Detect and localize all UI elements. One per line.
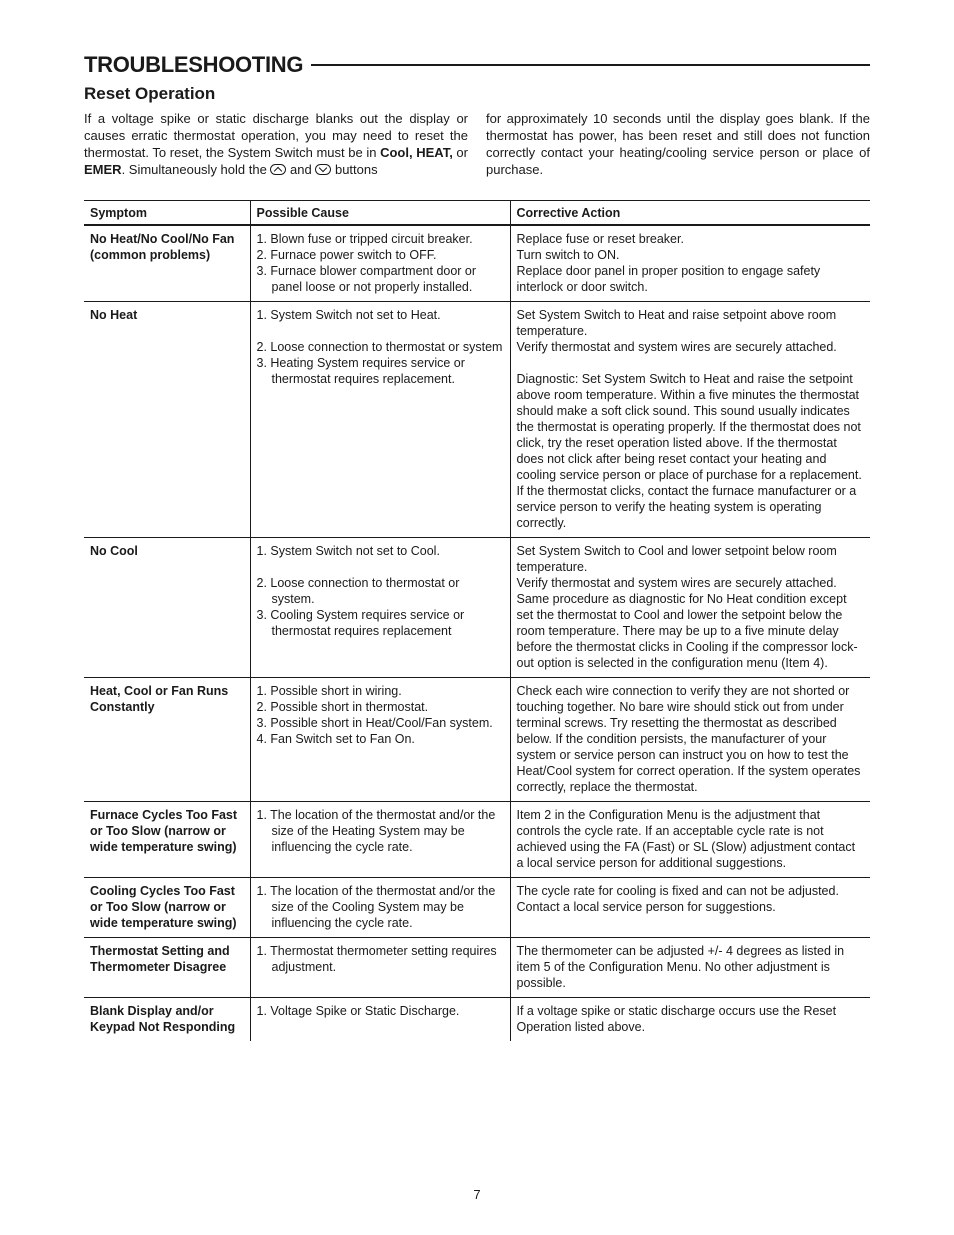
action-item: If a voltage spike or static discharge occurs use the Reset Operation listed above. xyxy=(516,1004,837,1034)
action-item: Replace door panel in proper position to engage safety interlock or door switch. xyxy=(516,264,821,294)
cause-item: 1. Voltage Spike or Static Discharge. xyxy=(256,1004,460,1018)
reset-text-part: . Simultaneously hold the xyxy=(121,162,271,177)
page-number: 7 xyxy=(473,1187,481,1202)
cause-item: 1. Possible short in wiring. xyxy=(256,684,402,698)
cause-cell xyxy=(250,878,510,938)
cause-item: 2. Loose connection to thermostat or system xyxy=(256,340,503,354)
action-list xyxy=(517,543,865,671)
reset-text-col1 xyxy=(84,110,468,178)
reset-text-part: and xyxy=(286,162,316,177)
symptom-cell: No Heat xyxy=(84,302,250,538)
symptom-cell: No Heat/No Cool/No Fan (common problems) xyxy=(84,225,250,302)
reset-instructions xyxy=(84,110,870,178)
cause-item: 1. System Switch not set to Heat. xyxy=(256,308,441,322)
cause-item: 1. The location of the thermostat and/or the size of the Heating System may be influencing the cycle rate. xyxy=(256,808,496,854)
action-cell xyxy=(510,538,870,678)
action-cell xyxy=(510,938,870,998)
symptom-cell: Thermostat Setting and Thermometer Disagree xyxy=(84,938,250,998)
action-cell xyxy=(510,802,870,878)
cause-cell xyxy=(250,302,510,538)
reset-text-part: or xyxy=(452,145,468,160)
table-row xyxy=(84,998,870,1042)
table-row xyxy=(84,678,870,802)
symptom-cell: Blank Display and/or Keypad Not Responding xyxy=(84,998,250,1042)
cause-item: 3. Furnace blower compartment door or panel loose or not properly installed. xyxy=(256,264,477,294)
cause-item: 1. System Switch not set to Cool. xyxy=(256,544,440,558)
action-cell xyxy=(510,225,870,302)
cause-item: 2. Furnace power switch to OFF. xyxy=(256,248,437,262)
cause-cell xyxy=(250,225,510,302)
action-item: Diagnostic: Set System Switch to Heat and raise the setpoint above room temperature. Within a five minutes the thermostat should make a soft click sound. This sound usually indicates the thermostat is operating properly. If the thermostat does not click, try the reset operation listed above. If the thermostat does not click after being reset contact your heating and cooling service person or place of purchase for a replacement. If the thermostat clicks, contact the furnace manufacturer or a service person to verify the heating system is operating correctly. xyxy=(516,372,862,530)
action-item: Verify thermostat and system wires are securely attached. xyxy=(516,340,837,354)
action-list xyxy=(517,683,865,795)
action-item: Set System Switch to Heat and raise setpoint above room temperature. xyxy=(516,308,837,338)
cause-list xyxy=(257,543,504,639)
action-cell xyxy=(510,302,870,538)
action-item: Replace fuse or reset breaker. xyxy=(516,232,684,246)
cause-cell xyxy=(250,802,510,878)
table-row xyxy=(84,802,870,878)
cause-item: 3. Heating System requires service or thermostat requires replacement. xyxy=(256,356,465,386)
cause-item: 2. Possible short in thermostat. xyxy=(256,700,429,714)
cause-item: 3. Cooling System requires service or thermostat requires replacement xyxy=(256,608,465,638)
header-symptom: Symptom xyxy=(84,201,250,226)
section-title: Reset Operation xyxy=(84,84,216,103)
reset-text-part: buttons xyxy=(331,162,378,177)
header-possible-cause: Possible Cause xyxy=(250,201,510,226)
mode-cool-heat: Cool, HEAT, xyxy=(380,145,453,160)
action-item: Turn switch to ON. xyxy=(516,248,620,262)
cause-item: 3. Possible short in Heat/Cool/Fan system. xyxy=(256,716,493,730)
down-arrow-button-icon xyxy=(315,164,331,175)
table-row xyxy=(84,938,870,998)
up-arrow-button-icon xyxy=(270,164,286,175)
cause-list xyxy=(257,807,504,855)
cause-list xyxy=(257,231,504,295)
troubleshooting-table xyxy=(84,200,870,1041)
action-item: The thermometer can be adjusted +/- 4 degrees as listed in item 5 of the Configuration Menu. No other adjustment is possible. xyxy=(516,944,845,990)
action-cell xyxy=(510,998,870,1042)
mode-emer: EMER xyxy=(84,162,122,177)
symptom-cell: No Cool xyxy=(84,538,250,678)
action-item: Set System Switch to Cool and lower setpoint below room temperature. xyxy=(516,544,837,574)
symptom-cell: Cooling Cycles Too Fast or Too Slow (narrow or wide temperature swing) xyxy=(84,878,250,938)
symptom-cell: Furnace Cycles Too Fast or Too Slow (narrow or wide temperature swing) xyxy=(84,802,250,878)
cause-list xyxy=(257,943,504,975)
page-header xyxy=(84,50,870,80)
cause-cell xyxy=(250,998,510,1042)
action-cell xyxy=(510,678,870,802)
cause-cell xyxy=(250,538,510,678)
reset-text-col2: for approximately 10 seconds until the display goes blank. If the thermostat has power, has been reset and still does not function correctly contact your heating/cooling service person or place of purchase. xyxy=(486,111,870,177)
table-body xyxy=(84,225,870,1041)
reset-text-part: If a voltage spike or static discharge blanks out the display or causes erratic thermostat operation, you may need to reset the thermostat. To reset, the System Switch must be in xyxy=(84,111,468,160)
cause-list xyxy=(257,683,504,747)
symptom-cell: Heat, Cool or Fan Runs Constantly xyxy=(84,678,250,802)
table-row xyxy=(84,538,870,678)
action-item: The cycle rate for cooling is fixed and can not be adjusted. Contact a local service person for suggestions. xyxy=(516,884,839,914)
page-title: TROUBLESHOOTING xyxy=(84,52,304,77)
cause-item: 1. Thermostat thermometer setting requires adjustment. xyxy=(256,944,497,974)
action-cell xyxy=(510,878,870,938)
action-list xyxy=(517,307,865,531)
action-list xyxy=(517,943,865,991)
action-item: Verify thermostat and system wires are securely attached. Same procedure as diagnostic for No Heat condition except set the thermostat to Cool and lower the setpoint below the room temperature. There may be up to a five minute delay before the thermostat clicks in Cooling if the compressor lock-out option is selected in the configuration menu (Item 4). xyxy=(516,576,858,670)
action-item: Check each wire connection to verify they are not shorted or touching together. No bare wire should stick out from under terminal screws. Try resetting the thermostat as described below. If the condition persists, the manufacturer of your system or service person can instruct you on how to test the Heat/Cool system for correct operation. If the system operates correctly, replace the thermostat. xyxy=(516,684,861,794)
action-item: Item 2 in the Configuration Menu is the adjustment that controls the cycle rate. If an acceptable cycle rate is not achieved using the FA (Fast) or SL (Slow) adjustment contact a local service person for additional suggestions. xyxy=(516,808,856,870)
table-header-row xyxy=(84,201,870,226)
cause-cell xyxy=(250,938,510,998)
cause-item: 4. Fan Switch set to Fan On. xyxy=(256,732,415,746)
cause-item: 1. Blown fuse or tripped circuit breaker. xyxy=(256,232,473,246)
action-list xyxy=(517,1003,865,1035)
table-row xyxy=(84,878,870,938)
cause-list xyxy=(257,883,504,931)
header-corrective-action: Corrective Action xyxy=(510,201,870,226)
cause-item: 1. The location of the thermostat and/or the size of the Cooling System may be influencing the cycle rate. xyxy=(256,884,496,930)
action-list xyxy=(517,231,865,295)
action-list xyxy=(517,883,865,915)
cause-item: 2. Loose connection to thermostat or system. xyxy=(256,576,460,606)
cause-cell xyxy=(250,678,510,802)
title-rule xyxy=(311,64,870,66)
cause-list xyxy=(257,307,504,387)
cause-list xyxy=(257,1003,504,1019)
table-row xyxy=(84,302,870,538)
table-row xyxy=(84,225,870,302)
action-list xyxy=(517,807,865,871)
